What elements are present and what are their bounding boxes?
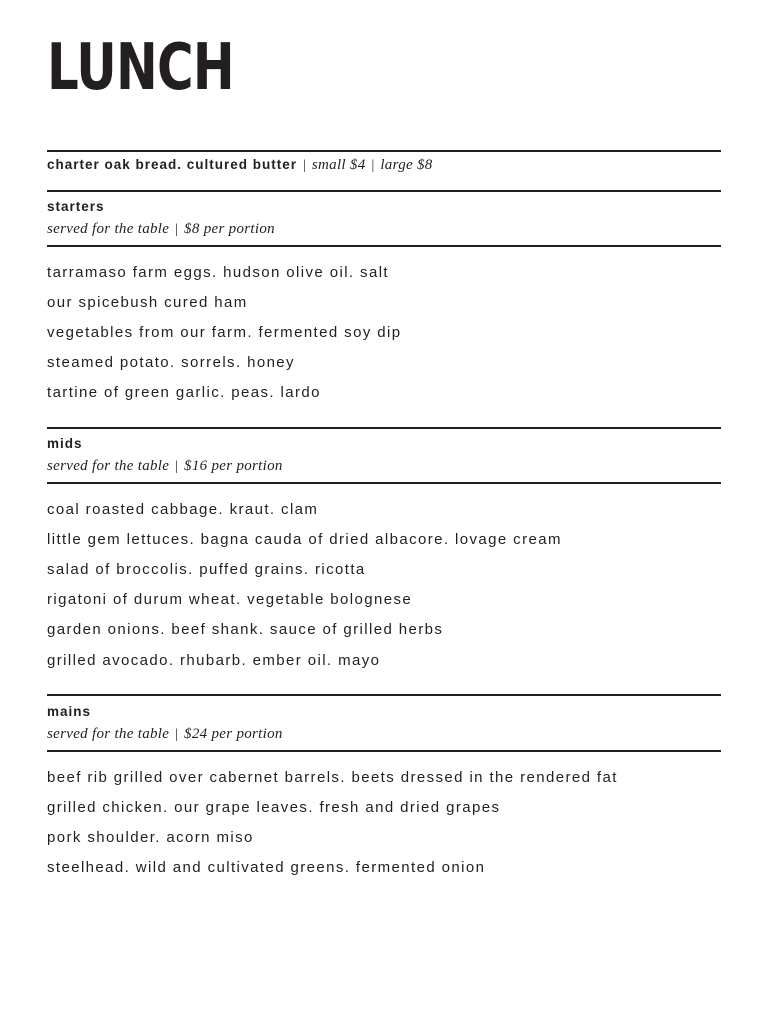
separator: | xyxy=(175,222,179,237)
separator: | xyxy=(371,158,375,173)
menu-item: tartine of green garlic. peas. lardo xyxy=(47,384,321,401)
section-note: served for the table xyxy=(47,726,170,742)
menu-item: pork shoulder. acorn miso xyxy=(47,829,254,846)
bread-name: charter oak bread. cultured butter xyxy=(47,157,298,172)
menu-item: garden onions. beef shank. sauce of grilled herbs xyxy=(47,621,444,638)
section-price: $24 per portion xyxy=(184,726,283,742)
section-name: starters xyxy=(47,199,105,214)
divider xyxy=(47,750,721,752)
menu-item: vegetables from our farm. fermented soy dip xyxy=(47,324,402,341)
separator: | xyxy=(303,158,306,173)
menu-item: our spicebush cured ham xyxy=(47,294,248,311)
divider xyxy=(47,150,721,152)
bread-large-price: large $8 xyxy=(380,157,433,173)
divider xyxy=(47,427,721,429)
menu-item: salad of broccolis. puffed grains. ricotta xyxy=(47,561,366,578)
section-price: $16 per portion xyxy=(184,458,283,474)
separator: | xyxy=(175,459,179,474)
section-note: served for the table xyxy=(47,458,170,474)
menu-item: little gem lettuces. bagna cauda of dried albacore. lovage cream xyxy=(47,531,562,548)
divider xyxy=(47,694,721,696)
menu-item: grilled avocado. rhubarb. ember oil. mayo xyxy=(47,652,381,669)
menu-item: rigatoni of durum wheat. vegetable bolognese xyxy=(47,591,413,608)
menu-item: grilled chicken. our grape leaves. fresh and dried grapes xyxy=(47,799,501,816)
menu-item: steelhead. wild and cultivated greens. fermented onion xyxy=(47,859,486,876)
section-heading-mains xyxy=(47,703,721,721)
section-heading-mids xyxy=(47,435,721,453)
menu-item: beef rib grilled over cabernet barrels. beets dressed in the rendered fat xyxy=(47,769,618,786)
section-note-mids xyxy=(47,457,721,475)
menu-title: LUNCH xyxy=(47,31,234,105)
divider xyxy=(47,482,721,484)
section-name: mids xyxy=(47,436,83,451)
section-name: mains xyxy=(47,704,92,719)
divider xyxy=(47,245,721,247)
menu-item: tarramaso farm eggs. hudson olive oil. salt xyxy=(47,264,389,281)
section-note-starters xyxy=(47,220,721,238)
menu-item: coal roasted cabbage. kraut. clam xyxy=(47,501,319,518)
bread-small-price: small $4 xyxy=(311,157,366,173)
section-note-mains xyxy=(47,725,721,743)
divider xyxy=(47,190,721,192)
section-note: served for the table xyxy=(47,221,170,237)
bread-row xyxy=(47,156,721,174)
separator: | xyxy=(175,727,179,742)
section-heading-starters xyxy=(47,198,721,216)
menu-item: steamed potato. sorrels. honey xyxy=(47,354,295,371)
section-price: $8 per portion xyxy=(184,221,275,237)
